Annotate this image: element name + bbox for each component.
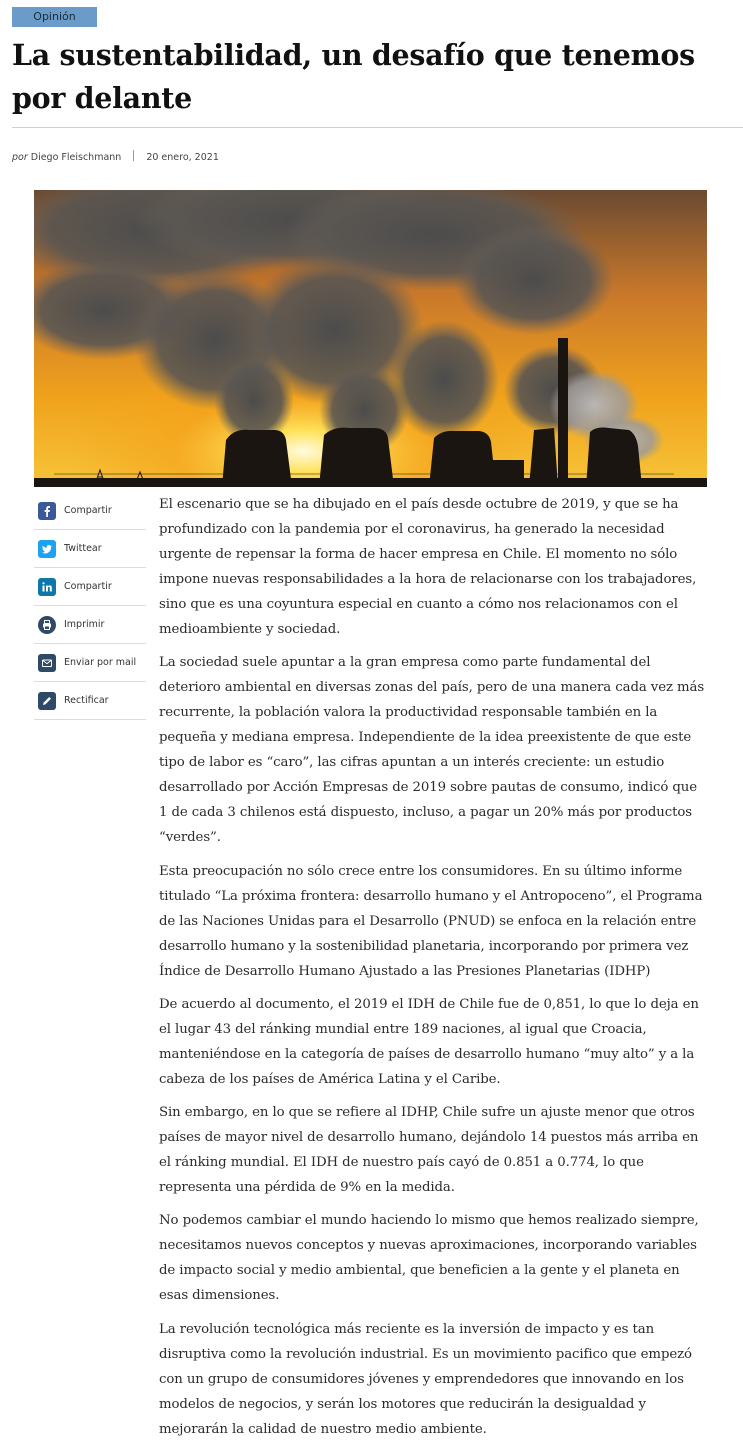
publish-date: 20 enero, 2021 [146,152,219,163]
share-twitter-label: Twittear [64,543,102,554]
linkedin-icon [38,578,56,596]
article-paragraph: De acuerdo al documento, el 2019 el IDH de Chile fue de 0,851, lo que lo deja en el lugar 43 del ránking mundial entre 189 naciones, al igual que Croacia, manteniéndose en la categoría de países de desarrollo humano “muy alto” y a la cabeza de los países de América Latina y el Caribe. [159,996,699,1087]
article-paragraph: Sin embargo, en lo que se refiere al IDHP, Chile sufre un ajuste menor que otros países de mayor nivel de desarrollo humano, dejándolo 14 puestos más arriba en el ránking mundial. El IDH de nuestro país cayó de 0.851 a 0.774, lo que representa una pérdida de 9% en la medida. [159,1105,699,1196]
hero-image [34,190,707,487]
share-facebook-button[interactable] [34,492,146,530]
pencil-icon [38,692,56,710]
facebook-icon [38,502,56,520]
article-body [159,492,707,1450]
article-paragraph: La sociedad suele apuntar a la gran empresa como parte fundamental del deterioro ambiental en diversas zonas del país, pero de una manera cada vez más recurrente, la población valora la productividad responsable también en la pequeña y mediana empresa. Independiente de la idea preexistente de que este tipo de labor es “caro”, las cifras apuntan a un interés creciente: un estudio desarrollado por Acción Empresas de 2019 sobre pautas de consumo, indicó que 1 de cada 3 chilenos está dispuesto, incluso, a pagar un 20% más por productos “verdes”. [159,655,705,846]
category-badge[interactable]: Opinión [12,7,97,27]
rectify-label: Rectificar [64,695,109,706]
rectify-button[interactable] [34,682,146,720]
byline [12,150,219,165]
email-label: Enviar por mail [64,657,137,668]
share-linkedin-button[interactable] [34,568,146,606]
email-button[interactable] [34,644,146,682]
article-paragraph: Esta preocupación no sólo crece entre los consumidores. En su último informe titulado “La próxima frontera: desarrollo humano y el Antropoceno”, el Programa de las Naciones Unidas para el Desarrollo (PNUD) se enfoca en la relación entre desarrollo humano y la sostenibilidad planetaria, incorporando por primera vez Índice de Desarrollo Humano Ajustado a las Presiones Planetarias (IDHP) [159,863,703,979]
byline-prefix: por [12,152,28,163]
author-name[interactable]: Diego Fleischmann [30,152,122,163]
print-label: Imprimir [64,619,105,630]
share-toolbar [34,492,146,720]
twitter-icon [38,540,56,558]
article-title: La sustentabilidad, un desafío que tenemos por delante [12,38,695,115]
share-linkedin-label: Compartir [64,581,112,592]
article-paragraph: La revolución tecnológica más reciente es la inversión de impacto y es tan disruptiva como la revolución industrial. Es un movimiento pacifico que empezó con un grupo de consumidores jóvenes y emprendedores que innovando en los modelos de negocios, y serán los motores que reducirán la desigualdad y mejorarán la calidad de nuestro medio ambiente. [159,1321,692,1437]
article-paragraph: No podemos cambiar el mundo haciendo lo mismo que hemos realizado siempre, necesitamos nuevos conceptos y nuevas aproximaciones, incorporando variables de impacto social y medio ambiental, que beneficien a la gente y el planeta en esas dimensiones. [159,1213,699,1304]
mail-icon [38,654,56,672]
byline-separator [133,150,134,161]
article-paragraph: El escenario que se ha dibujado en el país desde octubre de 2019, y que se ha profundizado con la pandemia por el coronavirus, ha generado la necesidad urgente de repensar la forma de hacer empresa en Chile. El momento no sólo impone nuevas responsabilidades a la hora de relacionarse con los trabajadores, sino que es una coyuntura especial en cuanto a cómo nos relacionamos con el medioambiente y sociedad. [159,497,697,637]
share-twitter-button[interactable] [34,530,146,568]
print-button[interactable] [34,606,146,644]
printer-icon [38,616,56,634]
title-divider [12,127,743,128]
share-facebook-label: Compartir [64,505,112,516]
